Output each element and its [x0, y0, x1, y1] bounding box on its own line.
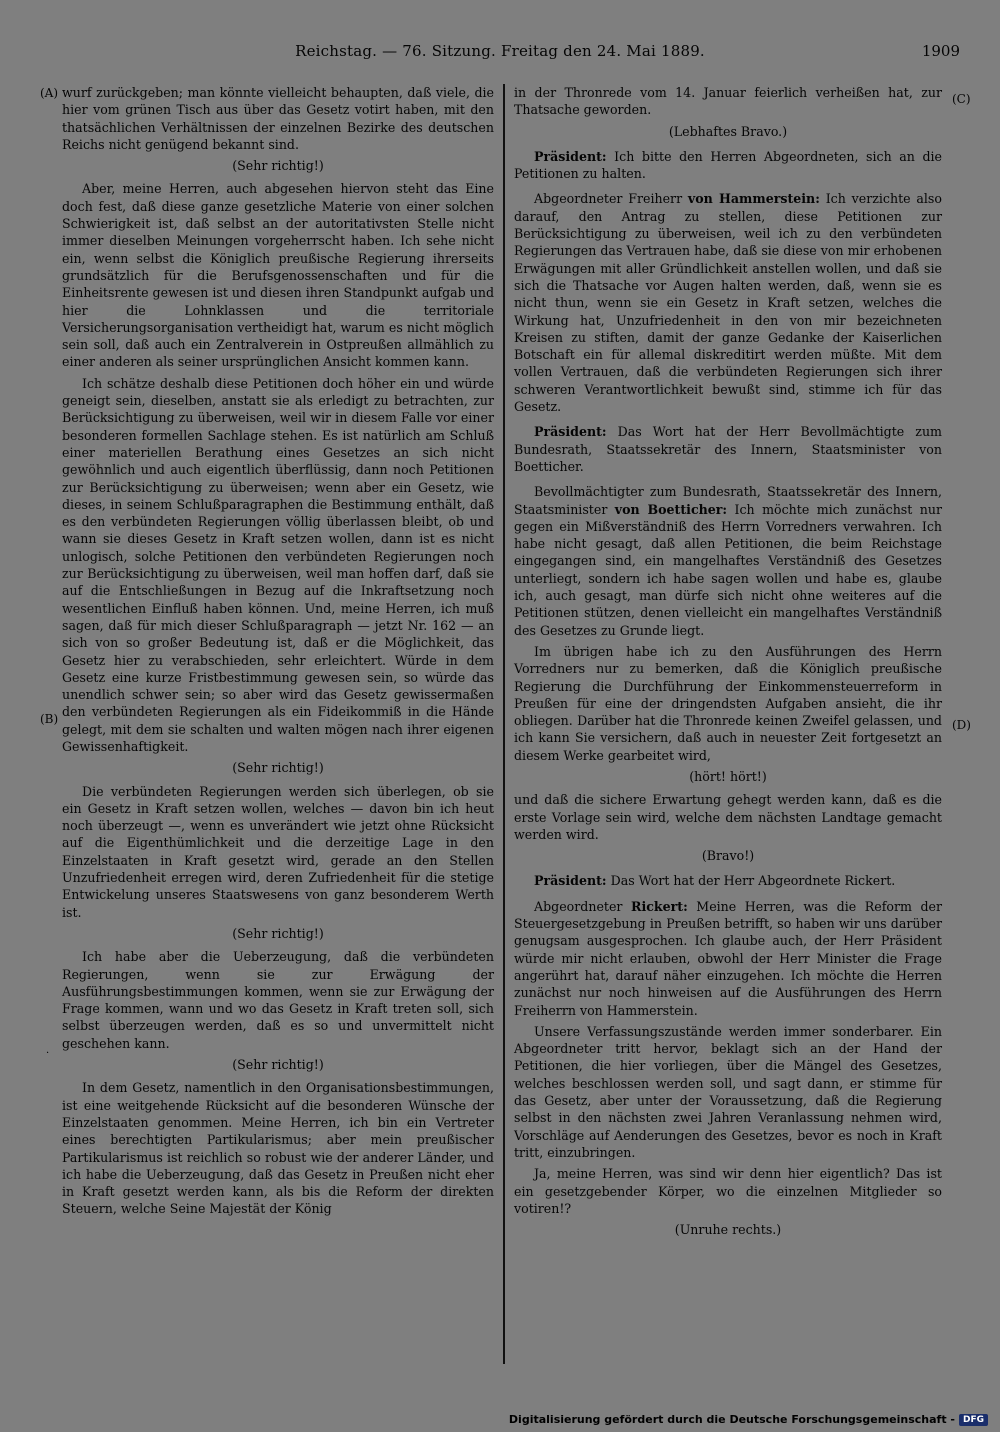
speaker-title: Abgeordneter	[534, 898, 631, 914]
left-column	[62, 84, 494, 1222]
paragraph: und daß die sichere Erwartung gehegt werden kann, daß es die erste Vorlage sein wird, welche dem nächsten Landtage gemacht werden wird.	[514, 792, 942, 842]
reaction: (Sehr richtig!)	[232, 158, 324, 174]
margin-marker-d: (D)	[952, 718, 971, 732]
speaker-title: Abgeordneter Freiherr	[534, 191, 688, 207]
speaker-name: von Hammerstein:	[687, 191, 820, 207]
speech-text: Das Wort hat der Herr Abgeordnete Rickert.	[606, 873, 896, 889]
paragraph: Im übrigen habe ich zu den Ausführungen des Herrn Vorredners nur zu bemerken, daß die Königlich preußische Regierung die Durchführung der Einkommensteuerreform in Preußen für eine der dringendsten Aufgaben ansieht, die ihr obliegen. Darüber hat die Thronrede keinen Zweifel gelassen, und ich kann Sie versichern, daß auch in neuester Zeit fortgesetzt an diesem Werke gearbeitet wird,	[514, 643, 942, 763]
column-divider	[503, 84, 505, 1364]
speech-boetticher	[514, 483, 942, 639]
speech-president	[514, 872, 942, 889]
paragraph: wurf zurückgeben; man könnte vielleicht behaupten, daß viele, die hier vom grünen Tisch aus über das Gesetz votirt haben, mit den thatsächlichen Verhältnissen der einzelnen Bezirke des deutschen Reichs nicht genügend bekannt sind.	[62, 85, 494, 152]
reaction: (Unruhe rechts.)	[674, 1222, 782, 1238]
margin-marker-c: (C)	[952, 92, 971, 106]
speaker-name: Präsident:	[534, 148, 607, 164]
paragraph: in der Thronrede vom 14. Januar feierlich verheißen hat, zur Thatsache geworden.	[514, 85, 942, 118]
reaction: (Sehr richtig!)	[232, 1057, 324, 1073]
reaction: (Bravo!)	[701, 848, 755, 864]
speech-hammerstein	[514, 190, 942, 415]
paragraph: Aber, meine Herren, auch abgesehen hiervon steht das Eine doch fest, daß diese ganze gesetzliche Materie von einer solchen Schwierigkeit ist, daß selbst an der autoritativsten Stelle nicht immer dieselben Meinungen vorgeherrscht haben. Ich sehe nicht ein, wenn selbst die Königlich preußische Regierung ihrerseits grundsätzlich für die Berufsgenossenschaften und für die Einheitsrente gewesen ist und diesen ihren Standpunkt aufgab und hier die Lohnklassen und die territoriale Versicherungsorganisation vertheidigt hat, warum es nicht möglich sein soll, daß auch ein Zentralverein in Ostpreußen allmählich zu einer anderen als seiner ursprünglichen Ansicht kommen kann.	[62, 181, 495, 370]
page-header	[40, 40, 960, 70]
paragraph: Ja, meine Herren, was sind wir denn hier eigentlich? Das ist ein gesetzgebender Körper, wo die einzelnen Mitglieder so votiren!?	[514, 1166, 942, 1216]
speaker-name: Präsident:	[534, 873, 607, 889]
paragraph: In dem Gesetz, namentlich in den Organisationsbestimmungen, ist eine weitgehende Rücksicht auf die besonderen Wünsche der Einzelstaaten genommen. Meine Herren, ich bin ein Vertreter eines berechtigten Partikularismus; aber mein preußischer Partikularismus ist reichlich so robust wie der anderer Länder, und ich habe die Ueberzeugung, daß das Gesetz in Preußen nicht eher in Kraft gesetzt werden kann, als bis die Reform der direkten Steuern, welche Seine Majestät der König	[62, 1080, 494, 1217]
paragraph: Unsere Verfassungszustände werden immer sonderbarer. Ein Abgeordneter tritt hervor, beklagt sich an der Hand der Petitionen, die hier vorliegen, über die Mängel des Gesetzes, welches beschlossen werden soll, und sagt dann, er stimme für das Gesetz, aber unter der Voraussetzung, daß die Regierung selbst in den nächsten zwei Jahren Veranlassung nehmen wird, Vorschläge auf Aenderungen des Gesetzes, bevor es noch in Kraft tritt, einzubringen.	[514, 1023, 942, 1160]
margin-marker-b: (B)	[40, 712, 59, 726]
paragraph: Ich habe aber die Ueberzeugung, daß die verbündeten Regierungen, wenn sie zur Erwägung der Ausführungsbestimmungen kommen, wenn sie zur Erwägung der Frage kommen, wann und wo das Gesetz in Kraft treten soll, sich selbst überzeugen werden, daß es so und unvermittelt nicht geschehen kann.	[62, 949, 494, 1051]
digitization-footer	[509, 1413, 988, 1426]
margin-dot: ·	[46, 1048, 50, 1059]
paragraph: Ich schätze deshalb diese Petitionen doch höher ein und würde geneigt sein, dieselben, anstatt sie als erledigt zu betrachten, zur Berücksichtigung zu überweisen, weil wir in diesem Falle vor einer besonderen formellen Sachlage stehen. Es ist natürlich am Schluß einer materiellen Berathung eines Gesetzes an sich nicht gewöhnlich und auch eigentlich überflüssig, dann noch Petitionen zur Berücksichtigung zu überweisen; wenn aber ein Gesetz, wie dieses, in seinem Schlußparagraphen die Bestimmung enthält, daß es den verbündeten Regierungen völlig überlassen bleibt, ob und wann sie dieses Gesetz in Kraft setzen wollen, dann ist es nicht unlogisch, solche Petitionen den verbündeten Regierungen noch zur Berücksichtigung zu überweisen, weil man hoffen darf, daß sie auf die Entschließungen in Bezug auf die Inkraftsetzung noch wesentlichen Einfluß haben können. Und, meine Herren, ich muß sagen, daß für mich dieser Schlußparagraph — jetzt Nr. 162 — an sich von so großer Bedeutung ist, daß er die Möglichkeit, das Gesetz hier zu verabschieden, sehr erleichtert. Würde in dem Gesetz eine kurze Fristbestimmung gewesen sein, so würde das unendlich schwer sein; so aber wird das Gesetz gewissermaßen den verbündeten Regierungen als ein Fideikommiß in die Hände gelegt, mit dem sie schalten und walten mögen nach ihrer eigenen Gewissenhaftigkeit.	[62, 375, 494, 754]
page-number: 1909	[921, 42, 960, 60]
speaker-name: von Boetticher:	[614, 501, 728, 517]
speech-text: Das Wort hat der Herr Bevollmächtigte zum Bundesrath, Staatssekretär des Innern, Staatsminister von Boetticher.	[514, 424, 942, 474]
speech-president	[514, 148, 942, 183]
speaker-title: Bevollmächtigter zum Bundesrath, Staatssekretär des Innern, Staatsminister	[514, 484, 942, 517]
speaker-name: Rickert:	[630, 898, 688, 914]
speech-text: Meine Herren, was die Reform der Steuergesetzgebung in Preußen betrifft, so haben wir uns darüber genugsam ausgesprochen. Ich glaube auch, der Herr Präsident würde mir nicht erlauben, obwohl der Herr Minister die Frage angerührt hat, darauf näher einzugehen. Ich möchte die Herren zunächst nur noch hinweisen auf die Ausführungen des Herrn Freiherrn von Hammerstein.	[514, 898, 942, 1018]
running-header: Reichstag. — 76. Sitzung. Freitag den 24. Mai 1889.	[295, 42, 705, 60]
speech-text: Ich bitte den Herren Abgeordneten, sich an die Petitionen zu halten.	[514, 148, 942, 182]
speech-text: Ich möchte mich zunächst nur gegen ein Mißverständniß des Herrn Vorredners verwahren. Ich habe nicht gesagt, daß allen Petitionen, die beim Reichstage eingegangen sind, ein mangelhaftes Verständniß des Gesetzes unterliegt, sondern ich habe sagen wollen und habe es, glaube ich, auch gesagt, man dürfe sich nicht ohne weiteres auf die Petitionen stützen, denen vielleicht ein mangelhaftes Verständniß des Gesetzes zu Grunde liegt.	[514, 501, 943, 638]
margin-marker-a: (A)	[40, 86, 59, 100]
paragraph: Die verbündeten Regierungen werden sich überlegen, ob sie ein Gesetz in Kraft setzen wollen, welches — davon bin ich heut noch überzeugt —, wenn es unverändert wie jetzt ohne Rücksicht auf die Eigenthümlichkeit und die derzeitige Lage in den Einzelstaaten in Kraft gesetzt wird, gerade an den Stellen Unzufriedenheit erregen wird, deren Zufriedenheit für die stetige Entwickelung unseres Staatswesens von ganz besonderem Werth ist.	[62, 783, 494, 920]
right-column	[514, 84, 942, 1244]
reaction: (Sehr richtig!)	[232, 760, 324, 776]
reaction: (Sehr richtig!)	[232, 925, 324, 941]
dfg-logo: DFG	[959, 1414, 988, 1426]
speaker-name: Präsident:	[534, 424, 607, 440]
speech-text: Ich verzichte also darauf, den Antrag zu stellen, diese Petitionen zur Berücksichtigung zu überweisen, weil ich zu den verbündeten Regierungen das Vertrauen habe, daß sie diese von mir erhobenen Erwägungen mit aller Gründlichkeit anstellen wollen, und daß sie sich die Thatsache vor Augen halten werden, daß, wenn sie es nicht thun, wenn sie ein Gesetz in Kraft setzen, welches die Wirkung hat, Unzufriedenheit in den von mir bezeichneten Kreisen zu stiften, damit der ganze Gedanke der Kaiserlichen Botschaft ein für allemal diskreditirt werden müßte. Mit dem vollen Vertrauen, daß die verbündeten Regierungen sich ihrer schweren Verantwortlichkeit bewußt sind, stimme ich für das Gesetz.	[514, 191, 942, 415]
reaction: (hört! hört!)	[689, 768, 767, 784]
reaction: (Lebhaftes Bravo.)	[668, 123, 788, 139]
speech-rickert	[514, 898, 942, 1019]
footer-text: Digitalisierung gefördert durch die Deutsche Forschungsgemeinschaft -	[508, 1413, 955, 1426]
speech-president	[514, 423, 942, 475]
